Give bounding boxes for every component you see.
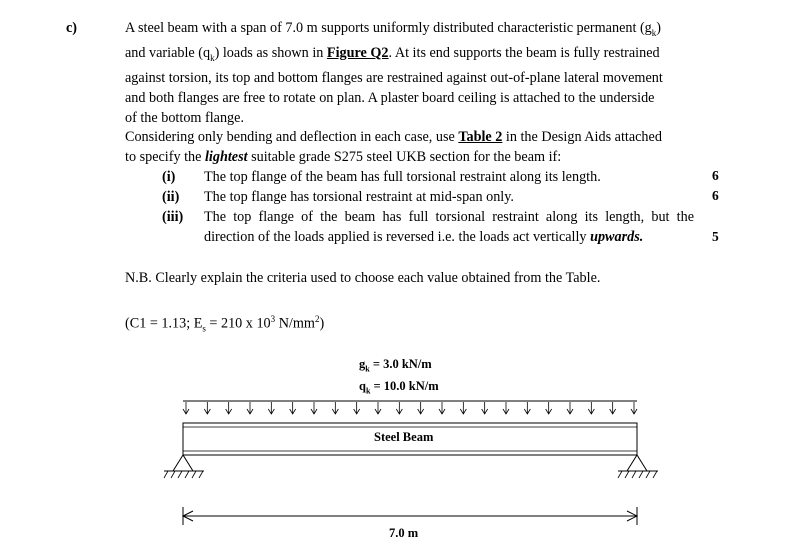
para1-line3: against torsion, its top and bottom flanges are restrained against out-of-plane lateral movement <box>125 69 663 86</box>
note: N.B. Clearly explain the criteria used to choose each value obtained from the Table. <box>125 270 601 286</box>
load-arrow <box>290 402 296 414</box>
load-arrow <box>375 402 381 414</box>
load-arrow <box>567 402 573 414</box>
item-number-i: (i) <box>162 169 176 185</box>
load-arrow <box>482 402 488 414</box>
item-text-iii-cont: direction of the loads applied is reversed i.e. the loads act vertically upwards. <box>204 229 644 245</box>
load-arrow <box>418 402 424 414</box>
item-text-i: The top flange of the beam has full torsional restraint along its length. <box>204 169 601 185</box>
load-arrow <box>588 402 594 414</box>
gk-load-label: $g_k = 3.0$ kN/m <box>359 357 432 374</box>
item-text-iii: The top flange of the beam has full torsional restraint along its length, but the <box>204 209 694 225</box>
qk-load-label: $q_k = 10.0$ kN/m <box>359 378 439 395</box>
load-arrow <box>396 402 402 414</box>
load-arrow <box>204 402 210 414</box>
item-text-ii: The top flange has torsional restraint at mid-span only. <box>204 189 514 205</box>
marks-ii: 6 <box>712 188 719 203</box>
span-label: 7.0 m <box>389 526 419 540</box>
load-arrow <box>460 402 466 414</box>
load-arrow <box>354 402 360 414</box>
load-arrow <box>332 402 338 414</box>
load-arrow <box>631 402 637 414</box>
load-arrow <box>503 402 509 414</box>
para1-line2: and variable $(q_k)$ loads as shown in Figure Q2. At its end supports the beam is fully restrained <box>125 44 660 63</box>
para2-line1: Considering only bending and deflection in each case, use Table 2 in the Design Aids attached <box>125 129 662 145</box>
span-dimension <box>183 507 637 525</box>
table-reference: Table 2 <box>458 129 503 145</box>
right-support <box>618 455 658 478</box>
load-arrows <box>183 402 637 414</box>
load-arrow <box>311 402 317 414</box>
para1-line5: of the bottom flange. <box>125 109 244 126</box>
item-number-ii: (ii) <box>162 189 180 205</box>
load-arrow <box>524 402 530 414</box>
para1-line1: A steel beam with a span of 7.0 m supports uniformly distributed characteristic permanent $(g_k)$ <box>125 20 662 38</box>
load-arrow <box>183 402 189 414</box>
figure-reference: Figure Q2 <box>326 44 389 61</box>
load-arrow <box>439 402 445 414</box>
item-number-iii: (iii) <box>162 209 184 225</box>
left-support <box>164 455 204 478</box>
para1-line4: and both flanges are free to rotate on plan. A plaster board ceiling is attached to the underside <box>125 89 655 106</box>
marks-i: 6 <box>712 168 719 183</box>
para2-line2: to specify the lightest suitable grade S275 steel UKB section for the beam if: <box>125 149 562 165</box>
marks-iii: 5 <box>712 229 719 244</box>
load-arrow <box>226 402 232 414</box>
load-arrow <box>546 402 552 414</box>
beam-label: Steel Beam <box>374 430 434 444</box>
load-arrow <box>247 402 253 414</box>
load-arrow <box>610 402 616 414</box>
question-label: c) <box>66 20 78 36</box>
load-arrow <box>268 402 274 414</box>
constants: (C1 = 1.13; $E_s = 210$ x $10^3$ $N/mm^2$) <box>125 314 325 334</box>
